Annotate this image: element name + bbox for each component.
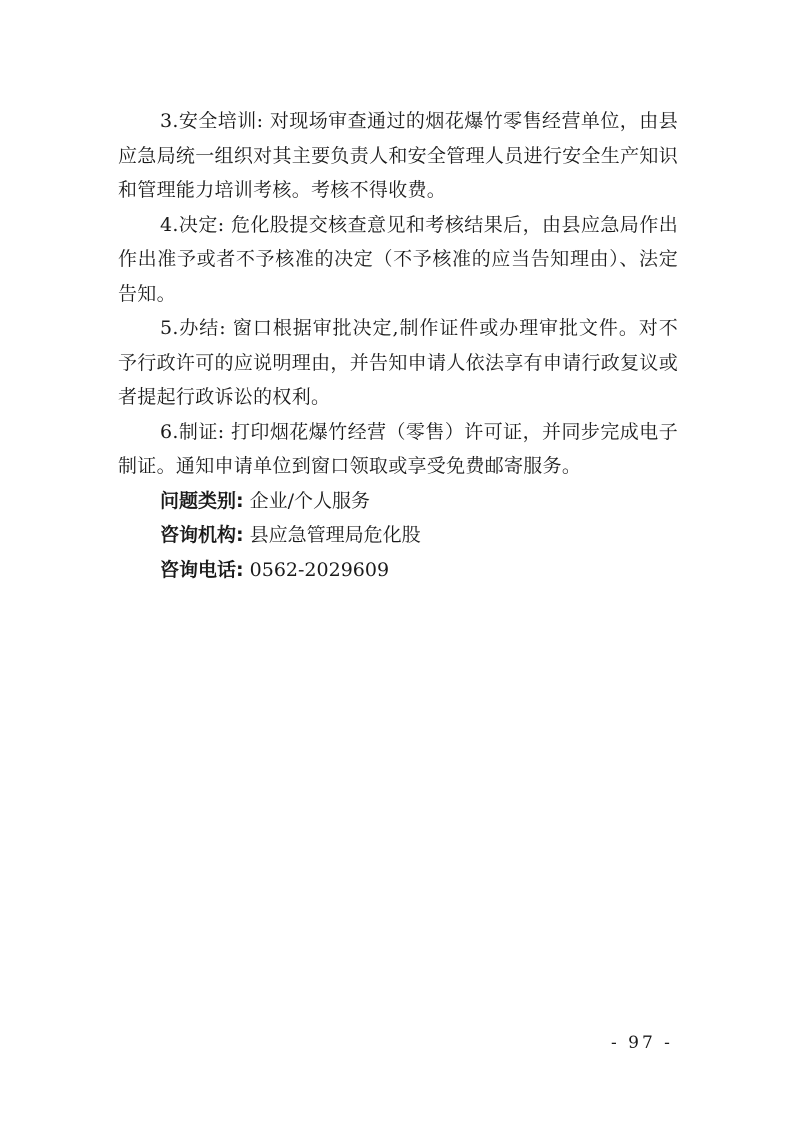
phone-line [118,553,678,588]
paragraph-completion: 5.办结: 窗口根据审批决定,制作证件或办理审批文件。对不予行政许可的应说明理由，并告知申请人依法享有申请行政复议或者提起行政诉讼的权利。 [118,317,678,408]
category-label: 问题类别: [160,489,244,512]
category-value: 企业/个人服务 [249,489,371,512]
agency-label: 咨询机构: [160,524,244,546]
phone-label: 咨询电话: [160,558,244,581]
phone-value: 0562-2029609 [249,558,390,581]
category-line [118,484,678,519]
page-body [118,104,678,587]
agency-value: 县应急管理局危化股 [249,524,421,546]
page-number: - 97 - [611,1033,673,1053]
paragraph-certificate: 6.制证: 打印烟花爆竹经营（零售）许可证，并同步完成电子制证。通知申请单位到窗口领取或享受免费邮寄服务。 [118,420,678,477]
agency-line [118,518,678,553]
paragraph-decision: 4.决定: 危化股提交核查意见和考核结果后，由县应急局作出作出准予或者不予核准的决定（不予核准的应当告知理由）、法定告知。 [118,213,678,305]
paragraph-safety-training: 3.安全培训: 对现场审查通过的烟花爆竹零售经营单位，由县应急局统一组织对其主要负责人和安全管理人员进行安全生产知识和管理能力培训考核。考核不得收费。 [118,110,678,201]
